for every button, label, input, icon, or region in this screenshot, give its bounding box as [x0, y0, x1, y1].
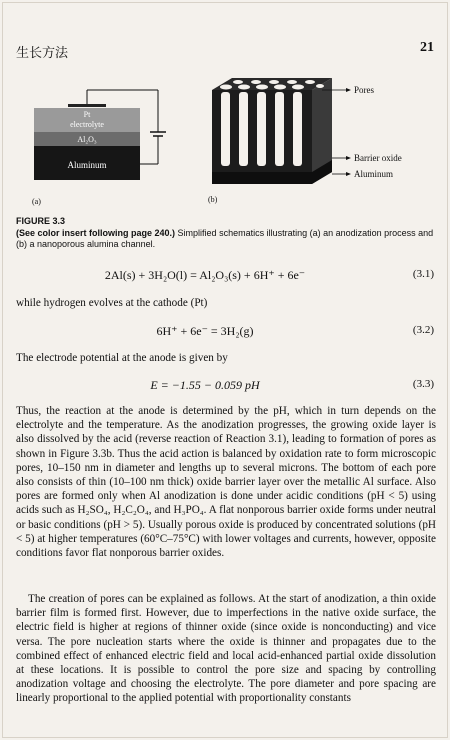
caption-text: Simplified schematics illustrating (a) an anodization process and (b) a nanoporous alumina channel.	[16, 228, 434, 249]
paragraph-anode-reaction: Thus, the reaction at the anode is determined by the pH, which in turn depends on the electrolyte and the temperature. As the anodization progresses, the growing oxide layer is also dissolved by the acid (reverse reaction of Reaction 3.1), leading to formation of pores as shown in Figure 3.3b. Thus the acid action is balanced by oxidation rate to form microscopic pores, 10–150 nm in diameter and lengths up to several microns. The bottom of each pore also consists of thin (10–100 nm thick) oxide barrier layer over the metallic Al surface. Also pores are formed only when Al anodization is done under acidic conditions (pH < 5) using acids such as H₂SO₄, H₂C₂O₄, and H₃PO₄. A flat nonporous barrier oxide forms under neutral or basic conditions (pH > 5). Usually porous oxide is produced by concentrated solutions (pH < 5) at higher temperatures (60°C–75°C) with lower voltages and currents, however, opposite conditions favor flat nonporous barrier oxides.	[16, 405, 436, 560]
nanoporous-alumina-schematic	[188, 78, 438, 208]
page-number: 21	[420, 40, 434, 55]
equation-3-1-body: 2Al(s) + 3H₂O(l) = Al₂O₃(s) + 6H⁺ + 6e⁻	[104, 268, 306, 282]
barrier-oxide-label: Barrier oxide	[354, 153, 402, 163]
figure-caption	[16, 228, 436, 250]
caption-bold: (See color insert following page 240.)	[16, 228, 176, 238]
figure-title: FIGURE 3.3	[16, 216, 66, 226]
text-potential: The electrode potential at the anode is given by	[16, 352, 228, 364]
figure-3-3	[16, 74, 436, 210]
text-cathode: while hydrogen evolves at the cathode (Pt)	[16, 297, 208, 309]
aluminum-label-a: Aluminum	[67, 160, 107, 170]
equation-3-3-number: (3.3)	[412, 378, 434, 390]
equation-3-3-body: E = −1.55 − 0.059 pH	[150, 378, 260, 392]
pt-electrode	[68, 104, 106, 107]
paragraph-pore-creation: The creation of pores can be explained as follows. At the start of anodization, a thin oxide barrier film is formed first. However, due to imperfections in the native oxide surface, the electric field is higher at regions of thinner oxide (since oxide is nonconducting) and vice versa. The pore nucleation starts where the oxide is thinner and propagates due to the combined effect of enhanced electric field and local acid-enhanced partial oxide dissolution at these locations. It is possible to control the pore size and spacing by controlling anodization voltage and choosing the electrolyte. The pore diameter and pore spacing are linearly proportional to the applied potential with proportionality constants	[16, 593, 436, 705]
equation-3-1-number: (3.1)	[412, 268, 434, 280]
equation-3-2-body: 6H⁺ + 6e⁻ = 3H₂(g)	[156, 324, 254, 338]
oxide-label: Al₂O₃	[77, 135, 97, 144]
electrolyte-label: electrolyte	[70, 120, 104, 129]
running-header: 生长方法	[16, 46, 69, 61]
equation-3-2-number: (3.2)	[412, 324, 434, 336]
aluminum-label-b: Aluminum	[354, 169, 394, 179]
pt-label: Pt	[83, 110, 91, 119]
anodization-schematic	[28, 80, 178, 208]
pores-label: Pores	[354, 85, 374, 95]
panel-a-label: (a)	[32, 197, 41, 206]
panel-b-label: (b)	[208, 195, 218, 204]
